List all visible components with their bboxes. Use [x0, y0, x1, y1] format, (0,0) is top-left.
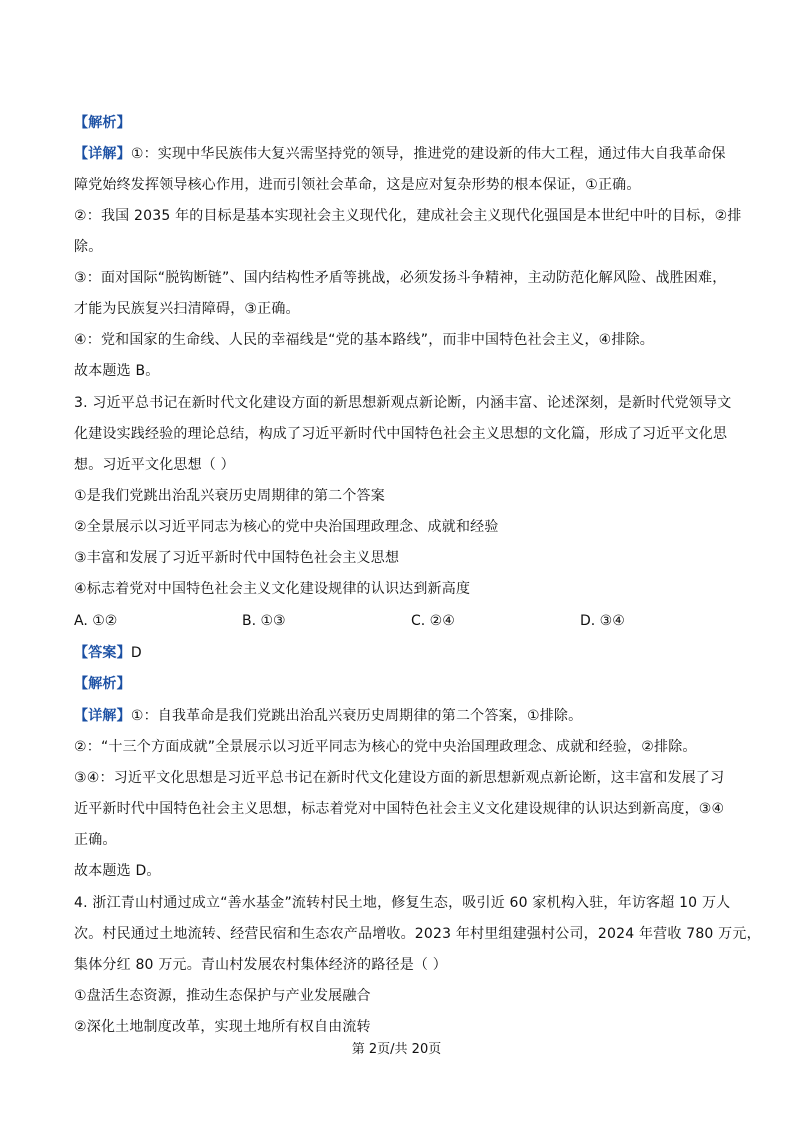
detail-line: 才能为民族复兴扫清障碍，③正确。 [74, 301, 300, 317]
detail-line: 正确。 [74, 832, 117, 848]
option-a: A. ①② [74, 613, 118, 629]
question-stem-line: 想。习近平文化思想（ ） [74, 457, 235, 473]
answer-value: D [130, 645, 142, 661]
question-stem-line: 集体分红 80 万元。青山村发展农村集体经济的路径是（ ） [74, 957, 447, 973]
statement-item: ①盘活生态资源，推动生态保护与产业发展融合 [74, 988, 371, 1004]
question-stem-line: 次。村民通过土地流转、经营民宿和生态农产品增收。2023 年村里组建强村公司，2024 年营收 780 万元， [74, 926, 761, 942]
detail-text: ①：实现中华民族伟大复兴需坚持党的领导，推进党的建设新的伟大工程，通过伟大自我革命保 [130, 146, 726, 162]
statement-item: ③丰富和发展了习近平新时代中国特色社会主义思想 [74, 550, 400, 566]
detail-line: 障党始终发挥领导核心作用，进而引领社会革命，这是应对复杂形势的根本保证，①正确。 [74, 177, 641, 193]
analysis-heading: 【解析】 [74, 115, 131, 131]
statement-item: ②深化土地制度改革，实现土地所有权自由流转 [74, 1019, 371, 1035]
option-b: B. ①③ [242, 613, 286, 629]
conclusion-line: 故本题选 D。 [74, 863, 161, 879]
page-footer: 第 2页/共 20页 [351, 1042, 442, 1057]
detail-tag: 【详解】 [74, 146, 131, 162]
detail-line: ④：党和国家的生命线、人民的幸福线是“党的基本路线”，而非中国特色社会主义，④排除。 [74, 332, 655, 348]
detail-line: ③④：习近平文化思想是习近平总书记在新时代文化建设方面的新思想新观点新论断，这丰富和发展了习 [74, 770, 725, 786]
analysis-heading: 【解析】 [74, 676, 131, 692]
detail-line [74, 707, 724, 725]
detail-tag: 【详解】 [74, 708, 131, 724]
detail-text: ①：自我革命是我们党跳出治乱兴衰历史周期律的第二个答案，①排除。 [130, 708, 583, 724]
conclusion-line: 故本题选 B。 [74, 363, 160, 379]
statement-item: ④标志着党对中国特色社会主义文化建设规律的认识达到新高度 [74, 581, 471, 597]
question-stem-line: 3. 习近平总书记在新时代文化建设方面的新思想新观点新论断，内涵丰富、论述深刻，是新时代党领导文 [74, 395, 732, 411]
question-stem-line: 化建设实践经验的理论总结，构成了习近平新时代中国特色社会主义思想的文化篇，形成了习近平文化思 [74, 426, 728, 442]
detail-line: 除。 [74, 239, 103, 255]
answer-line [74, 644, 724, 662]
detail-line: 近平新时代中国特色社会主义思想，标志着党对中国特色社会主义文化建设规律的认识达到新高度，③④ [74, 801, 725, 817]
answer-tag: 【答案】 [74, 645, 131, 661]
question-stem-line: 4. 浙江青山村通过成立“善水基金”流转村民土地，修复生态，吸引近 60 家机构入驻，年访客超 10 万人 [74, 895, 731, 911]
option-d: D. ③④ [580, 613, 625, 629]
statement-item: ①是我们党跳出治乱兴衰历史周期律的第二个答案 [74, 488, 385, 504]
detail-line: ②：我国 2035 年的目标是基本实现社会主义现代化，建成社会主义现代化强国是本世纪中叶的目标，②排 [74, 208, 742, 224]
detail-line: ③：面对国际“脱钩断链”、国内结构性矛盾等挑战，必须发扬斗争精神，主动防范化解风险、战胜困难， [74, 270, 727, 286]
option-c: C. ②④ [411, 613, 455, 629]
detail-line: ②：“十三个方面成就”全景展示以习近平同志为核心的党中央治国理政理念、成就和经验，②排除。 [74, 739, 697, 755]
detail-line [74, 145, 724, 163]
statement-item: ②全景展示以习近平同志为核心的党中央治国理政理念、成就和经验 [74, 519, 499, 535]
